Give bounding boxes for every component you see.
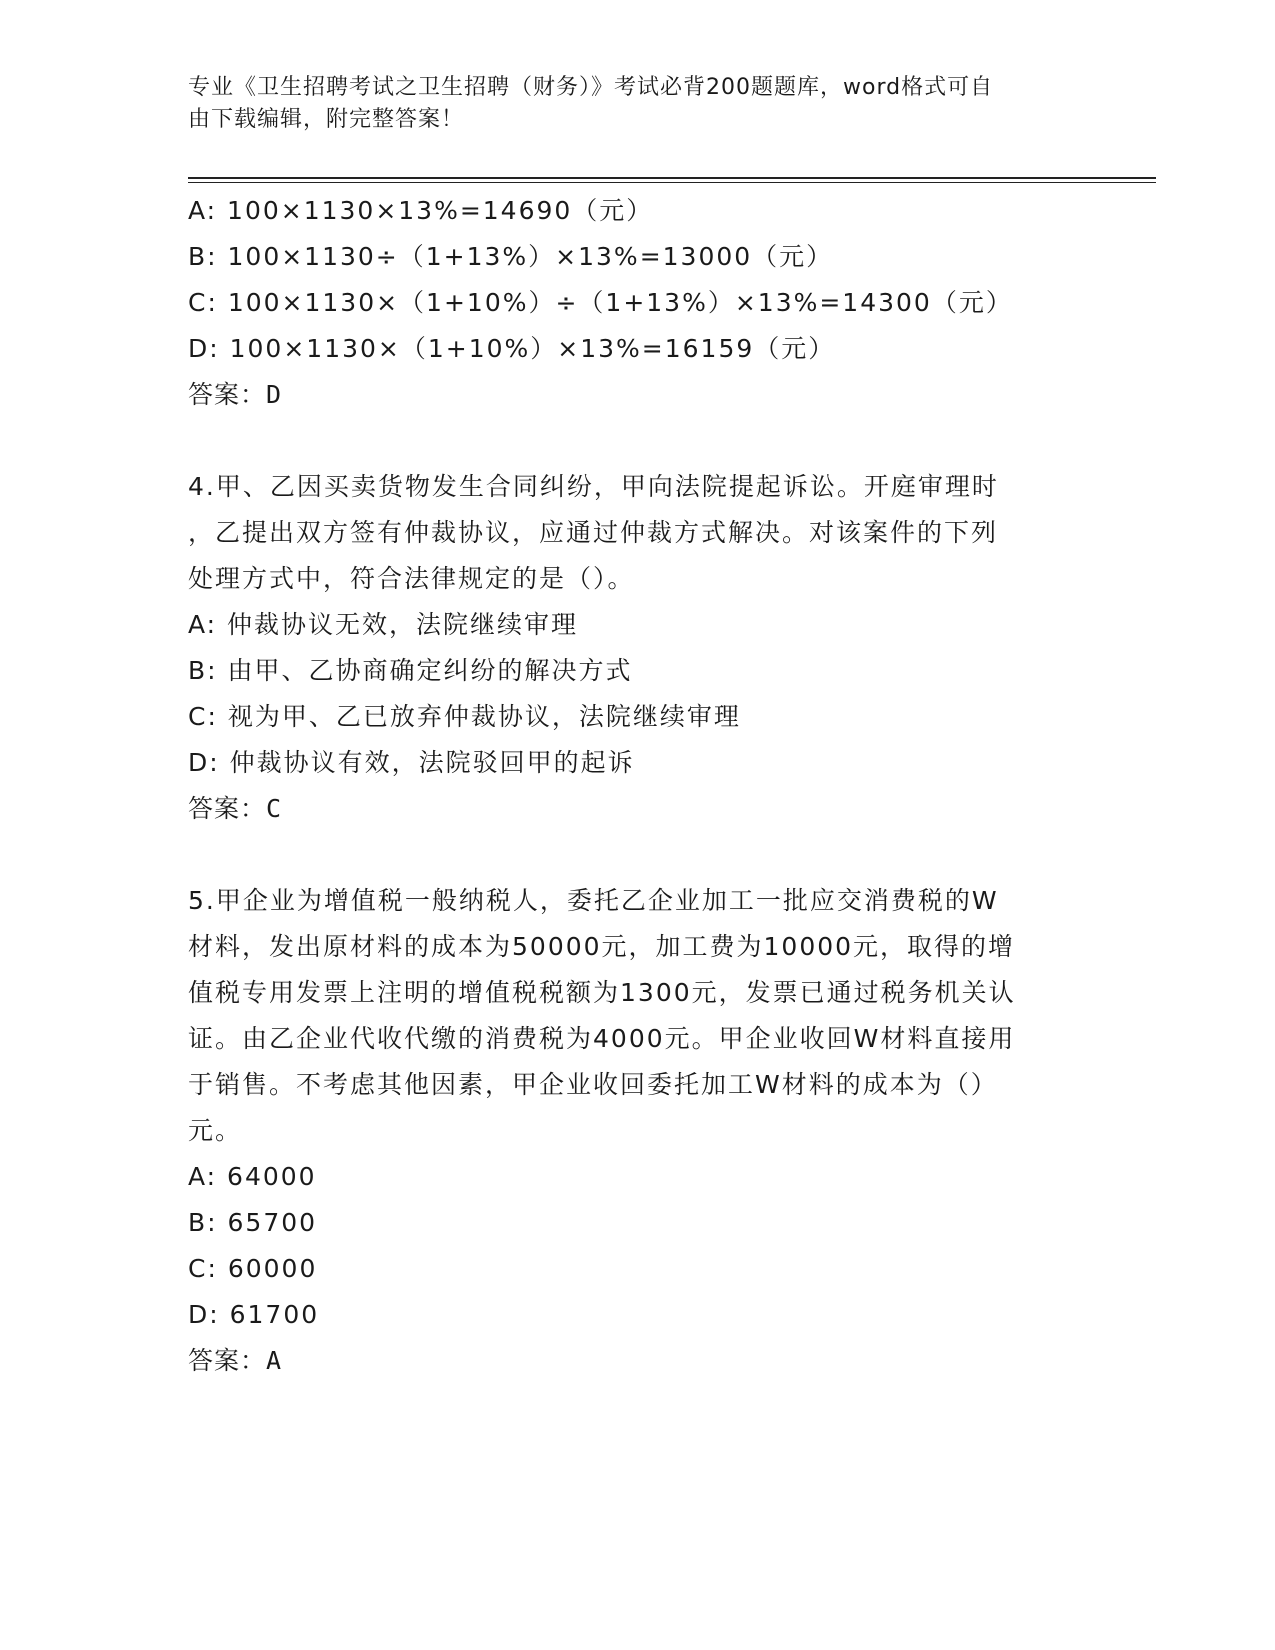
question-5-stem-line: 元。 [188, 1116, 243, 1145]
question-4 [188, 464, 1088, 832]
question-5-stem-line: 于销售。不考虑其他因素，甲企业收回委托加工W材料的成本为（） [188, 1070, 998, 1099]
question-4-answer: 答案：C [188, 794, 283, 823]
question-5-option-c: C: 60000 [188, 1254, 318, 1283]
question-3-option-d: D: 100×1130×（1+10%）×13%=16159（元） [188, 334, 836, 363]
question-5-stem-line: 值税专用发票上注明的增值税税额为1300元，发票已通过税务机关认 [188, 978, 1016, 1007]
header-divider-thick [188, 177, 1156, 179]
header-divider-thin [188, 182, 1156, 183]
question-5-option-d: D: 61700 [188, 1300, 320, 1329]
question-5-option-a: A: 64000 [188, 1162, 317, 1191]
question-4-stem-line: 处理方式中，符合法律规定的是（）。 [188, 564, 635, 593]
question-4-stem-line: 4.甲、乙因买卖货物发生合同纠纷，甲向法院提起诉讼。开庭审理时 [188, 472, 999, 501]
question-4-option-c: C: 视为甲、乙已放弃仲裁协议，法院继续审理 [188, 702, 741, 731]
question-4-option-d: D: 仲裁协议有效，法院驳回甲的起诉 [188, 748, 635, 777]
spacer [188, 832, 1088, 878]
question-3 [188, 188, 1088, 418]
question-3-answer: 答案：D [188, 380, 283, 409]
question-3-option-a: A: 100×1130×13%=14690（元） [188, 196, 654, 225]
question-4-option-b: B: 由甲、乙协商确定纠纷的解决方式 [188, 656, 633, 685]
document-header [188, 72, 1068, 136]
spacer [188, 418, 1088, 464]
document-body [188, 188, 1088, 1384]
question-5-stem-line: 证。由乙企业代收代缴的消费税为4000元。甲企业收回W材料直接用 [188, 1024, 1016, 1053]
header-title-line-1: 专业《卫生招聘考试之卫生招聘（财务）》考试必背200题题库，word格式可自 [188, 75, 994, 100]
question-5 [188, 878, 1088, 1384]
question-5-option-b: B: 65700 [188, 1208, 318, 1237]
question-5-answer: 答案：A [188, 1346, 283, 1375]
question-4-stem-line: ，乙提出双方签有仲裁协议，应通过仲裁方式解决。对该案件的下列 [188, 518, 999, 547]
question-4-option-a: A: 仲裁协议无效，法院继续审理 [188, 610, 579, 639]
question-3-option-b: B: 100×1130÷（1+13%）×13%=13000（元） [188, 242, 834, 271]
question-5-stem-line: 5.甲企业为增值税一般纳税人，委托乙企业加工一批应交消费税的W [188, 886, 999, 915]
header-title-line-2: 由下载编辑，附完整答案！ [188, 107, 465, 132]
question-3-option-c: C: 100×1130×（1+10%）÷（1+13%）×13%=14300（元） [188, 288, 1013, 317]
question-5-stem-line: 材料，发出原材料的成本为50000元，加工费为10000元，取得的增 [188, 932, 1016, 961]
